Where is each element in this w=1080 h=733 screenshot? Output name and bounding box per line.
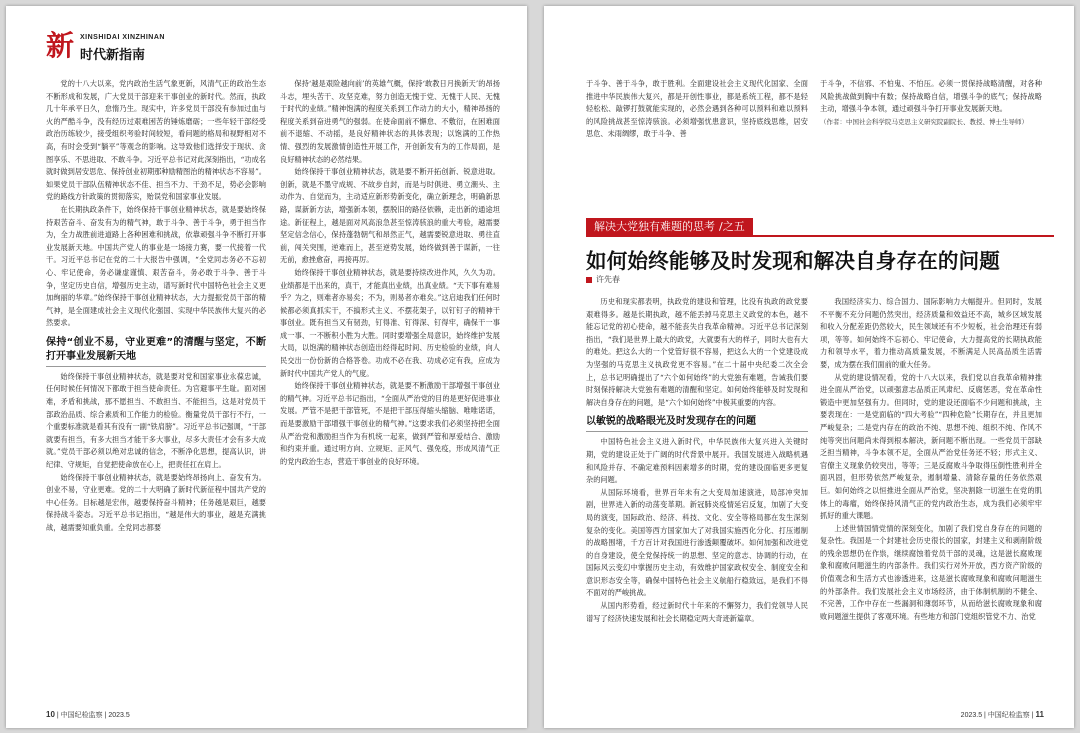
logo-character: 新	[46, 29, 75, 62]
logo-english: XINSHIDAI XINZHINAN	[80, 34, 165, 41]
left-column-1	[46, 78, 266, 688]
issue-date: 2023.5	[108, 712, 130, 719]
magazine-name: 中国纪检监察	[60, 712, 103, 719]
right-column-2-top	[820, 78, 1042, 198]
series-divider	[586, 235, 1054, 237]
article-title: 如何始终能够及时发现和解决自身存在的问题	[586, 249, 1000, 273]
right-column-2	[820, 296, 1042, 696]
paragraph: 从国内形势看，经过新时代十年来的不懈努力，我们党领导人民谱写了经济快速发展和社会长期稳定两大奇迹新篇章。	[586, 601, 808, 623]
paragraph: 党的十八大以来，党内政治生活气象更新，风清气正的政治生态不断形成和发展，广大党员干部迎来干事创业的新时代。然而，执政几十年承平日久，怠惰乃生。现实中，许多党员干部没有参加过血与火的严酷斗争，没有经历过艰难困苦的锤炼磨砺；一些年轻干部经受政治历练较少，接受组织考验时间较短，看问题的格局和视野相对不高，有时会受到“躺平”等观念的影响。这导致他们选择安于现状、贪图享乐、不思进取、不敢斗争。习近平总书记对此深刻指出，“功成名就时做到居安思危、保持创业初期那种励精图治的精神状态不容易”。如果党员干部队伍精神状态不佳、担当不力、干劲不足，势必会影响党的路线方针政策的贯彻落实，贻误党和国家事业发展。	[46, 79, 266, 202]
author-name: 许先春	[596, 275, 620, 284]
right-page	[544, 6, 1074, 728]
left-column-2	[280, 78, 500, 688]
paragraph: 中国特色社会主义进入新时代，中华民族伟大复兴进入关键时期，党的建设正处于广阔的时代背景中展开。我国发展进入战略机遇和风险并存、不确定难预料因素增多的时期，党的建设面临更多更复杂的问题。	[586, 437, 808, 485]
paragraph: 从国际环境看，世界百年未有之大变局加速演进，局部冲突加剧，世界进入新的动荡变革期。新冠肺炎疫情延宕反复，加剧了大变局的演变，国际政治、经济、科技、文化、安全等格局都在发生深刻复杂的变化。美国等西方国家加大了对我国实施西化分化、打压遏制的战略围堵，千方百计对我国进行渗透颠覆破坏。如何加强和改进党的自身建设，使全党保持统一的思想、坚定的意志、协调的行动，在国际风云变幻中掌握历史主动，有效维护国家政权安全、制度安全和意识形态安全等，确保中国特色社会主义航船行稳致远，是我们不得不面对的严峻挑战。	[586, 487, 808, 598]
paragraph: 在长期执政条件下，始终保持干事创业精神状态，就是要始终保持艰苦奋斗、奋发有为的精气神，敢于斗争、善于斗争，勇于担当作为，全力战胜前进道路上各种困难和挑战，依靠顽强斗争不断打开事业发展新天地。中国共产党人的事业是一场接力赛，要一代接着一代干。习近平总书记在党的二十大报告中强调，“全党同志务必不忘初心、牢记使命，务必谦虚谨慎、艰苦奋斗，务必敢于斗争、善于斗争，坚定历史自信，增强历史主动，谱写新时代中国特色社会主义更加绚丽的华章。”始终保持干事创业精神状态，大力提振党员干部的精气神，是全面建成社会主义现代化强国、实现中华民族伟大复兴的必然要求。	[46, 204, 266, 328]
paragraph: 始终保持干事创业精神状态，就是要始终昂扬向上、奋发有为。创业不易，守业更难。党的二十大明确了新时代新征程中国共产党的中心任务。目标越是宏伟，越要保持奋斗精神；任务越是艰巨，越要保持战斗姿态。习近平总书记指出，“越是伟大的事业，越是充满挑战，越需要知重负重。全党同志都要	[46, 472, 266, 532]
series-number: 之五	[722, 220, 745, 233]
logo-chinese: 时代新指南	[80, 48, 146, 63]
paragraph: 于斗争，不信邪、不怕鬼、不怕压。必须一贯保持战略清醒，对各种风险挑战做到胸中有数；保持战略自信，增强斗争的底气；保持战略主动，增强斗争本领，通过顽强斗争打开事业发展新天地。	[820, 79, 1042, 114]
paragraph: 始终保持干事创业精神状态，就是要不断开拓创新、锐意进取。创新，就是不墨守成规、不故步自封，而是与时俱进、勇立潮头、主动作为、自觉而为，主动适应新形势新变化，确立新理念，明确新思路，谋新新方法，增强新本领，摆脱旧的路径依赖，走出新的通途坦途。新征程上，越是面对风高浪急甚至惊涛骇浪的重大考验，越需要坚定信念信心，保持蓬勃朝气和昂然正气，越需要锐意进取、勇往直前，闯关突围，逆难而上，甚至逆势发展，始终做到善于谋新，一往无前，愈挫愈奋，再接再厉。	[280, 167, 500, 265]
left-footer: 10 | 中国纪检监察 | 2023.5	[46, 710, 130, 719]
author-signature: （作者：中国社会科学院马克思主义研究院副院长、教授、博士生导师）	[820, 117, 1028, 126]
paragraph: 始终保持干事创业精神状态，就是要不断激励干部增强干事创业的精气神。习近平总书记指出，“全面从严治党的目的是更好促进事业发展。严管不是把干部管死，不是把干部压得缩头缩脑、唯唯诺诺，而是要激励干部增强干事创业的精气神。”这要求我们必须坚持把全面从严治党和激励担当作为有机统一起来，做到严管和厚爱结合、激励和约束并重。通过明方向、立规矩、正风气、强免疫，形成风清气正的党内政治生态，营造干事创业的良好环境。	[280, 381, 500, 466]
paragraph: 历史和现实都表明，执政党的建设和管理，比没有执政的政党要艰难得多。越是长期执政，越不能丢掉马克思主义政党的本色，越不能忘记党的初心使命，越不能丧失自我革命精神。习近平总书记深刻指出，“我们是世界上最大的政党，大就要有大的样子，同时大也有大的难处。把这么大的一个党管好很不容易，把这么大的一个党建设成为坚强的马克思主义执政党更不容易。”在二十届中央纪委二次全会上，总书记明确提出了“六个如何始终”的大党独有难题，告诫我们要时刻保持解决大党独有难题的清醒和坚定。如何始终能够及时发现和解决自身存在的问题，是“六个如何始终”中极其重要的内容。	[586, 297, 808, 407]
paragraph: 从党的建设情况看，党的十八大以来，我们党以自我革命精神推进全面从严治党，以顽强意志品质正风肃纪、反腐惩恶，党在革命性锻造中更加坚强有力。但同时，党的建设还面临不少问题和挑战，主要表现在：一是党面临的“四大考验”“四种危险”长期存在，并且更加严峻复杂；二是党内存在的政治不纯、思想不纯、组织不纯、作风不纯等突出问题尚未得到根本解决，新问题不断出现。一些党员干部缺乏担当精神，斗争本领不足，全面从严治党任务还不轻；形式主义、官僚主义现象仍较突出，等等；三是反腐败斗争取得压倒性胜利并全面巩固，但形势依然严峻复杂，遏制增量、清除存量的任务依然艰巨。如何始终之以恒推进全面从严治党，坚决割除一切滋生在党的肌体上的毒瘤，始终保持风清气正的党内政治生态，成为我们必须牢牢抓好的重大课题。	[820, 372, 1042, 521]
left-page	[6, 6, 527, 728]
page-number: 11	[1035, 710, 1044, 719]
section-heading: 保持“创业不易，守业更难”的清醒与坚定，不断打开事业发展新天地	[46, 336, 266, 367]
magazine-name: 中国纪检监察	[987, 712, 1030, 719]
series-tag: 解决大党独有难题的思考 /之五	[586, 218, 753, 236]
author-marker-icon	[586, 277, 592, 283]
right-column-1	[586, 296, 808, 696]
issue-date: 2023.5	[960, 712, 983, 719]
paragraph: 始终保持干事创业精神状态，就是要对党和国家事业永葆忠诚，任何时候任何情况下都敢于担当使命责任。为官避事平生耻。面对困难，矛盾和挑战，那不愿担当、不敢担当、不能担当，这是对党员干部政治品质、综合素质和工作能力的检验。衡量党员干部行不行，一个重要标准就是看其有没有一副“铁肩膀”。习近平总书记强调，“干部就要有担当，有多大担当才能干多大事业，尽多大责任才会有多大成就。”党员干部必须以绝对忠诚的信念，不断净化思想，提高认识，讲纪律、守规矩，自觉把使命放在心上，把责任扛在肩上。	[46, 371, 266, 470]
paragraph: 我国经济实力、综合国力、国际影响力大幅提升。但同时，发展不平衡不充分问题仍然突出，经济质量和效益还不高，城乡区域发展和收入分配差距仍然较大，民生领域还有不少短板，社会治理还有弱项，等等。如何始终不忘初心、牢记使命，大力提高党的长期执政能力和领导水平，着力推动高质量发展，不断满足人民高品质生活需要，成为摆在我们面前的重大任务。	[820, 297, 1042, 369]
section-heading: 以敏锐的战略眼光及时发现存在的问题	[586, 415, 808, 432]
article-author	[586, 274, 620, 285]
paragraph: 于斗争、善于斗争，敢于胜利。全面建设社会主义现代化国家、全面推进中华民族伟大复兴，都是开创性事业，都是系统工程，都不是轻轻松松、敲锣打鼓就能实现的，必然会遇到各种可以预料和难以预料的风险挑战甚至惊涛骇浪。必须增强忧患意识，坚持底线思维，居安思危、未雨绸缪，敢于斗争、善	[586, 79, 808, 139]
paragraph: 始终保持干事创业精神状态，就是要持续改进作风，久久为功。业绩都是干出来的，真干，才能真出业绩，出真业绩。“天下事有难易乎？为之，则难者亦易矣；不为，则易者亦难矣。”这启迪我们任何时候都必须真抓实干，不搞形式主义、不摆花架子，以钉钉子的精神干事创业。既有担当又有韧劲，钉得准、钉得深、钉得牢，确保干一事成一事、一不断积小胜为大胜。同时要增强全局意识，始终维护发展大局，以饱满的精神状态创造出经得起时间、历史检验的业绩，向人民交出一份份新的合格答卷。功成不必在我、功成必定有我，应成为新时代中国共产党人的气度。	[280, 267, 500, 378]
page-number: 10	[46, 710, 55, 719]
right-footer: 2023.5 | 中国纪检监察 | 11	[960, 710, 1044, 719]
paragraph: 上述世情国情党情的深刻变化，加剧了我们党自身存在的问题的复杂性。我国是一个封建社会历史很长的国家，封建主义和剥削阶级的残余思想仍在作祟，继续腐蚀着党员干部的灵魂，这是滋长腐败现象和腐败问题滋生的内部条件。我们实行对外开放，西方资产阶级的价值观念和生活方式也渗透进来，这是滋长腐败现象和腐败问题滋生的外部条件。我们发展社会主义市场经济，由于体制机制的不健全、不完善，工作中存在一些漏洞和薄弱环节，从而给滋长腐败现象和腐败问题滋生提供了客观环境。有些地方和部门党组织管党不力、治党	[820, 523, 1042, 621]
paragraph: 保持‘越是艰险越向前’的英雄气概，保持‘敢教日月换新天’的昂扬斗志，埋头苦干、攻坚克难，努力创造无愧于党、无愧于人民、无愧于时代的业绩。”精神饱满的程度关系到工作动力的大小，精神昂扬的程度关系到奋进勇气的强弱。在使命面前不懈怠、不敷衍，在困难面前不退缩、不动摇，是良好精神状态的具体表现；以饱满的工作热情、强烈的发展激情创造性开展工作，开创新发有为的工作局面，是良好精神状态的必然结果。	[280, 79, 500, 164]
series-name: 解决大党独有难题的思考	[594, 220, 715, 233]
right-column-1-top	[586, 78, 808, 198]
